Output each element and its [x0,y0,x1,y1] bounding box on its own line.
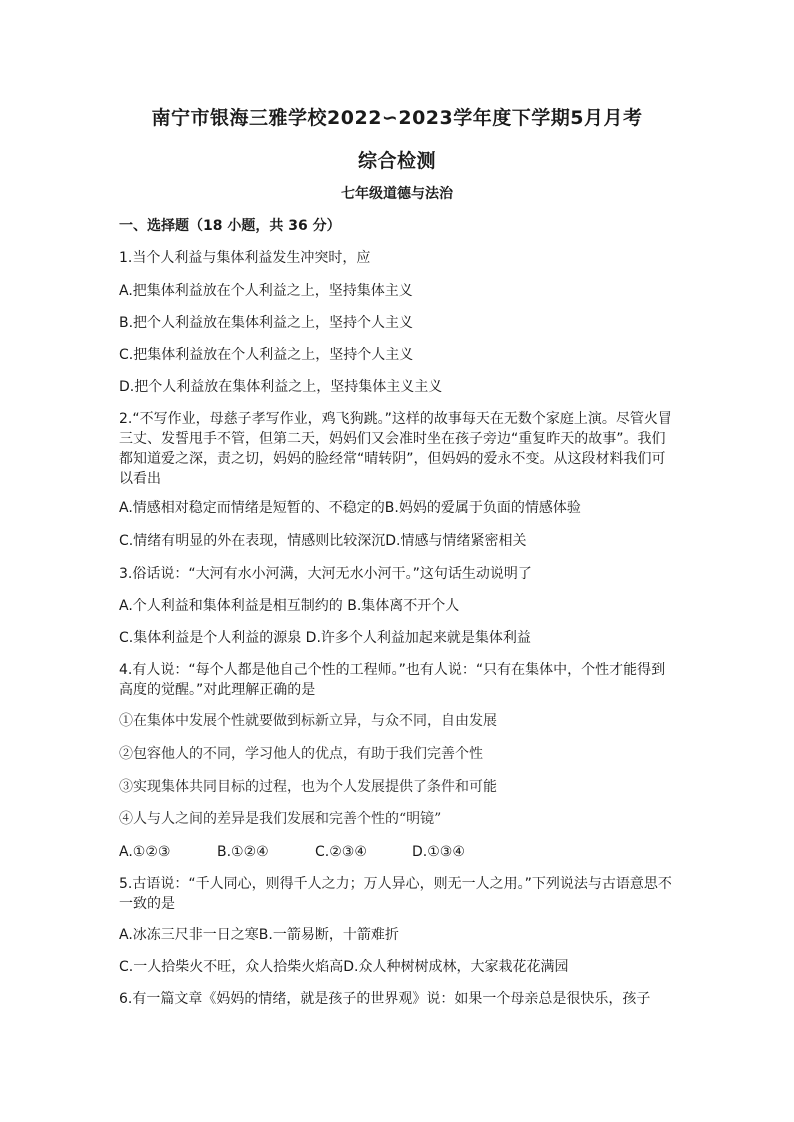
question-5-options-cd: C.一人拾柴火不旺，众人拾柴火焰高D.众人种树树成林，大家栽花花满园 [119,959,569,975]
question-4-option-c: C.②③④ [315,844,367,860]
section-heading: 一、选择题（18 小题，共 36 分） [119,218,341,234]
question-4-options [119,842,679,862]
question-1-stem: 1.当个人利益与集体利益发生冲突时，应 [119,250,371,266]
question-2-options-ab: A.情感相对稳定而情绪是短暂的、不稳定的B.妈妈的爱属于负面的情感体验 [119,500,581,516]
question-4-statement-4: ④人与人之间的差异是我们发展和完善个性的“明镜” [119,811,442,827]
question-4-statement-2: ②包容他人的不同，学习他人的优点，有助于我们完善个性 [119,746,483,762]
question-1-option-b: B.把个人利益放在集体利益之上，坚持个人主义 [119,315,414,331]
question-3-stem: 3.俗话说：“大河有水小河满，大河无水小河干。”这句话生动说明了 [119,566,532,582]
subject-heading: 七年级道德与法治 [341,186,453,202]
question-4-option-d: D.①③④ [412,844,465,860]
exam-title: 南宁市银海三雅学校2022∽2023学年度下学期5月月考 [151,107,643,129]
question-1-option-c: C.把集体利益放在个人利益之上，坚持个人主义 [119,347,414,363]
question-2-stem: 2.“不写作业，母慈子孝写作业，鸡飞狗跳。”这样的故事每天在无数个家庭上演。尽管火冒三丈、发誓甩手不管，但第二天，妈妈们又会准时坐在孩子旁边“重复昨天的故事”。我们都知道爱之深，责之切，妈妈的脸经常“晴转阴”，但妈妈的爱永不变。从这段材料我们可以看出 [119,411,672,487]
question-4-statement-1: ①在集体中发展个性就要做到标新立异，与众不同，自由发展 [119,713,497,729]
question-3-options-ab: A.个人利益和集体利益是相互制约的 B.集体离不开个人 [119,598,460,614]
exam-subtitle: 综合检测 [357,150,436,172]
question-2-options-cd: C.情绪有明显的外在表现，情感则比较深沉D.情感与情绪紧密相关 [119,533,527,549]
question-4-option-a: A.①②③ [119,844,171,860]
question-5-stem: 5.古语说：“千人同心，则得千人之力；万人异心，则无一人之用。”下列说法与古语意思不一致的是 [119,876,672,912]
question-1-option-d: D.把个人利益放在集体利益之上，坚持集体主义主义 [119,379,443,395]
question-4-option-b: B.①②④ [217,844,269,860]
question-5-options-ab: A.冰冻三尺非一日之寒B.一箭易断，十箭难折 [119,927,399,943]
question-4-stem: 4.有人说：“每个人都是他自己个性的工程师。”也有人说：“只有在集体中，个性才能得到高度的觉醒。”对此理解正确的是 [119,662,666,698]
question-4-statement-3: ③实现集体共同目标的过程，也为个人发展提供了条件和可能 [119,779,497,795]
question-6-stem: 6.有一篇文章《妈妈的情绪，就是孩子的世界观》说：如果一个母亲总是很快乐，孩子 [119,991,651,1007]
question-3-options-cd: C.集体利益是个人利益的源泉 D.许多个人利益加起来就是集体利益 [119,630,531,646]
question-1-option-a: A.把集体利益放在个人利益之上，坚持集体主义 [119,283,413,299]
